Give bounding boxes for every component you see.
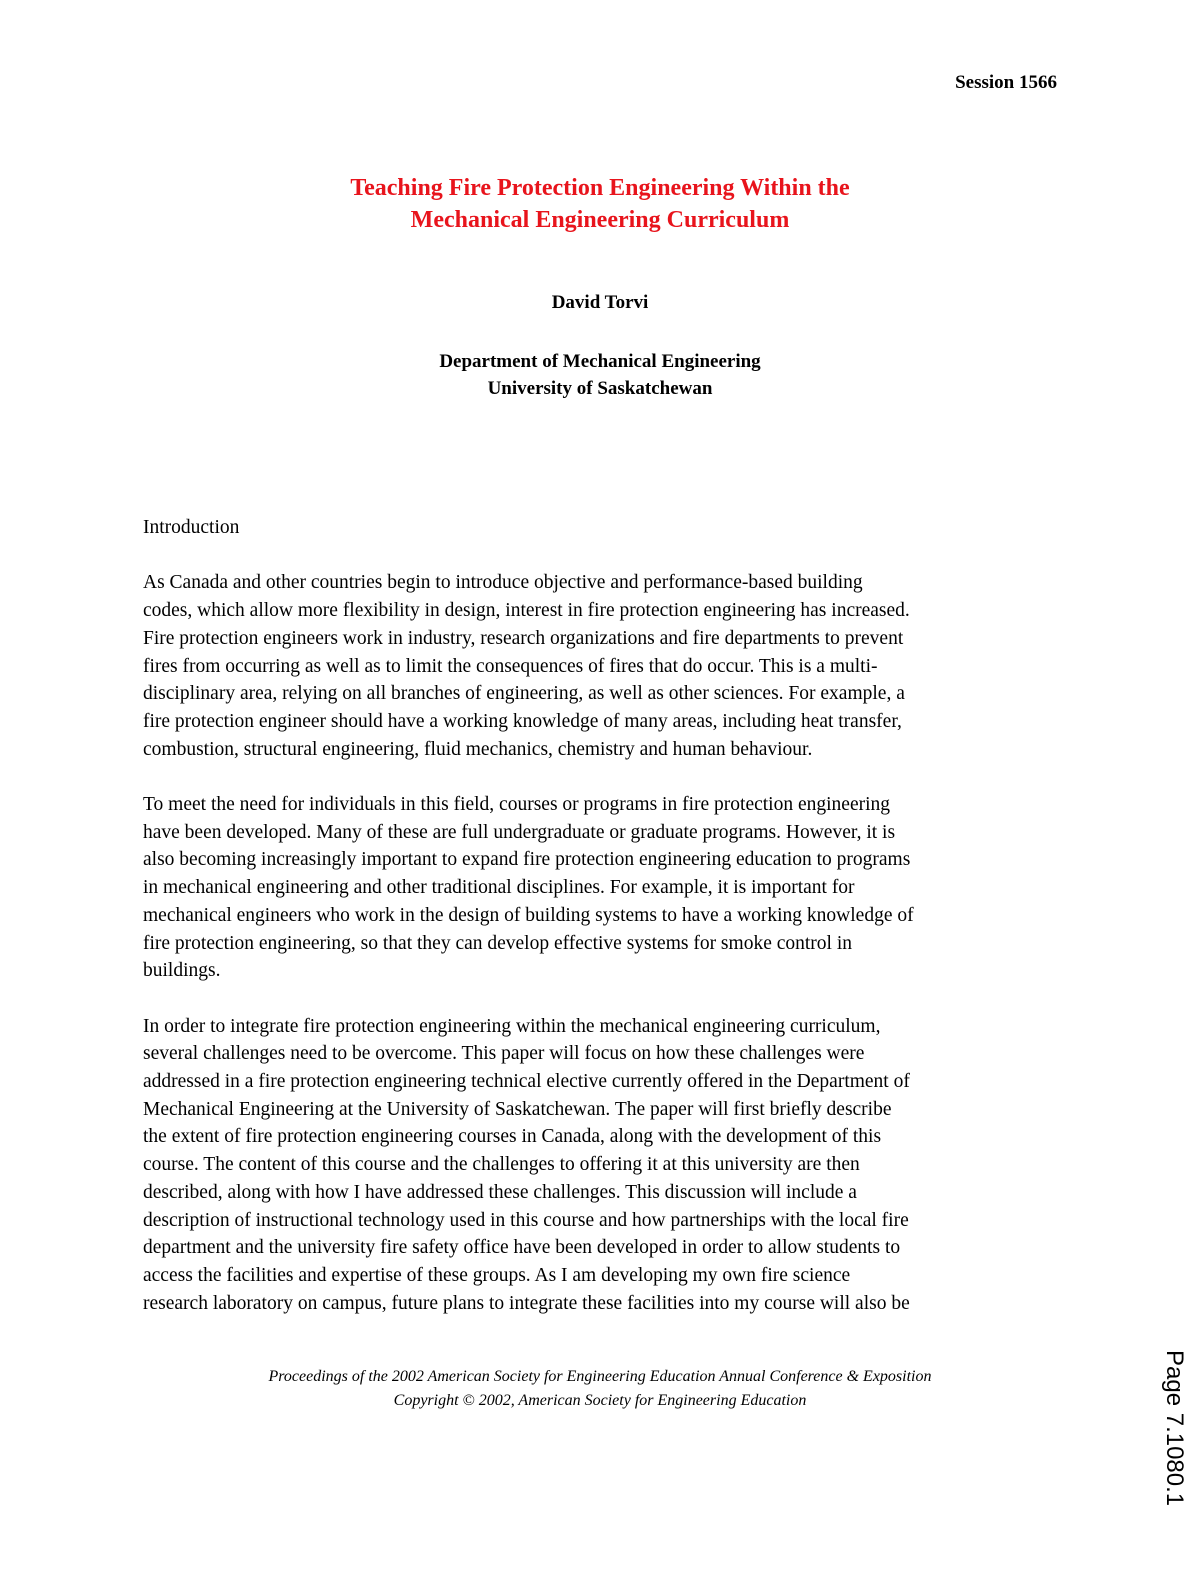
paragraph-line: fire protection engineer should have a working knowledge of many areas, including heat transfer, [143, 710, 902, 732]
paragraph-line: Mechanical Engineering at the University of Saskatchewan. The paper will first briefly describe [143, 1098, 892, 1120]
paragraph-line: several challenges need to be overcome. This paper will focus on how these challenges were [143, 1043, 865, 1065]
affiliation [0, 348, 1200, 402]
paper-title [0, 172, 1200, 236]
paragraph-line: course. The content of this course and the challenges to offering it at this university are then [143, 1154, 860, 1176]
author-name: David Torvi [551, 292, 649, 313]
title-line: Teaching Fire Protection Engineering Within the [350, 175, 850, 201]
body-text [143, 514, 1073, 1345]
paragraph [143, 791, 1073, 985]
paragraph-line: codes, which allow more flexibility in design, interest in fire protection engineering has increased. [143, 600, 910, 622]
session-number: Session 1566 [955, 72, 1057, 93]
affiliation-university: University of Saskatchewan [487, 378, 713, 399]
paragraph-line: also becoming increasingly important to expand fire protection engineering education to programs [143, 849, 911, 871]
paragraph-line: Fire protection engineers work in industry, research organizations and fire departments to prevent [143, 627, 904, 649]
paragraph [143, 1013, 1073, 1318]
paragraph-line: To meet the need for individuals in this field, courses or programs in fire protection engineering [143, 794, 891, 815]
paragraph-line: department and the university fire safety office have been developed in order to allow students to [143, 1237, 901, 1259]
paragraph-line: description of instructional technology used in this course and how partnerships with the local fire [143, 1209, 909, 1231]
paragraph [143, 569, 1073, 763]
paragraph-line: combustion, structural engineering, fluid mechanics, chemistry and human behaviour. [143, 738, 813, 760]
footer-proceedings: Proceedings of the 2002 American Society for Engineering Education Annual Conference & Exposition [268, 1368, 932, 1385]
proceedings-footer [0, 1365, 1200, 1413]
paragraph-line: As Canada and other countries begin to introduce objective and performance-based building [143, 572, 863, 594]
title-line: Mechanical Engineering Curriculum [410, 207, 790, 233]
paragraph-line: buildings. [143, 960, 221, 982]
paragraph-line: have been developed. Many of these are full undergraduate or graduate programs. However, it is [143, 821, 896, 843]
paragraph-line: mechanical engineers who work in the design of building systems to have a working knowledge of [143, 904, 914, 926]
footer-copyright: Copyright © 2002, American Society for Engineering Education [393, 1392, 807, 1409]
paragraph-line: disciplinary area, relying on all branches of engineering, as well as other sciences. For example, a [143, 683, 905, 705]
paragraph-line: fires from occurring as well as to limit the consequences of fires that do occur. This is a multi- [143, 655, 878, 677]
paragraph-line: the extent of fire protection engineering courses in Canada, along with the development of this [143, 1126, 882, 1148]
paragraph-line: fire protection engineering, so that they can develop effective systems for smoke control in [143, 932, 852, 954]
paragraph-line: addressed in a fire protection engineering technical elective currently offered in the Department of [143, 1071, 910, 1093]
paragraph-line: in mechanical engineering and other traditional disciplines. For example, it is important for [143, 877, 855, 899]
paragraph-line: described, along with how I have addressed these challenges. This discussion will include a [143, 1181, 857, 1203]
affiliation-department: Department of Mechanical Engineering [439, 351, 761, 372]
paragraph-line: research laboratory on campus, future plans to integrate these facilities into my course will also be [143, 1292, 910, 1314]
section-heading: Introduction [143, 517, 240, 538]
page-number: Page 7.1080.1 [1161, 1350, 1188, 1507]
paragraph-line: In order to integrate fire protection engineering within the mechanical engineering curriculum, [143, 1015, 881, 1037]
paragraph-line: access the facilities and expertise of these groups. As I am developing my own fire science [143, 1264, 851, 1286]
